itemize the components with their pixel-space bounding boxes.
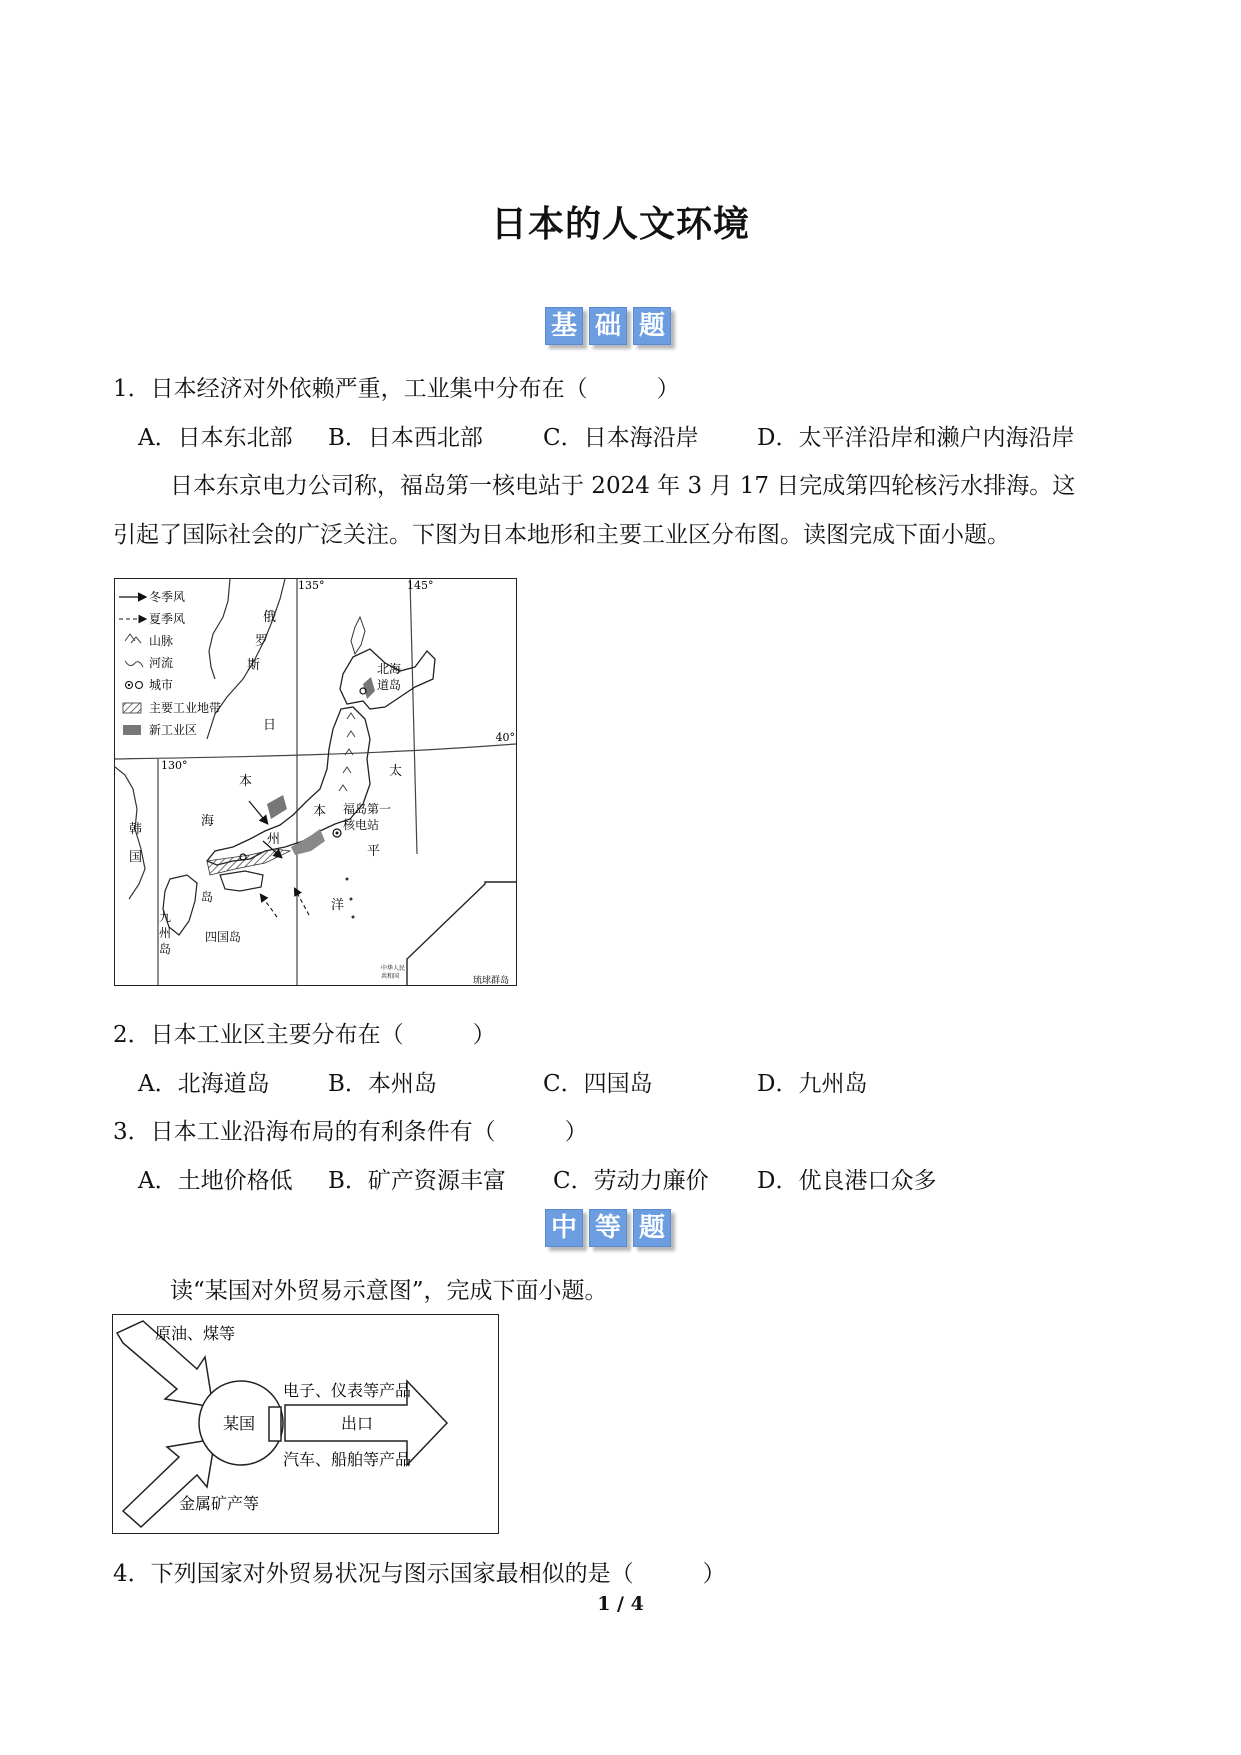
label-korea-2: 国 [129,850,143,865]
legend-mountain: 山脉 [149,634,174,648]
label-russia-3: 斯 [247,658,261,673]
passage-1-line-1: 日本东京电力公司称，福岛第一核电站于 2024 年 3 月 17 日完成第四轮核污水排海。这 [170,473,1076,499]
legend-summer-wind: 夏季风 [149,612,186,626]
question-1-option-c: C．日本海沿岸 [543,425,699,451]
section-basic-char: 基 [545,307,583,345]
question-2-option-a: A．北海道岛 [138,1071,270,1097]
label-pacific-2: 平 [367,844,381,859]
label-inset-small-2: 共和国 [381,973,400,980]
label-kyushu-3: 岛 [159,942,172,956]
legend-city: 城市 [149,678,174,692]
trade-diagram [112,1314,499,1534]
map-legend [119,589,221,737]
legend-river: 河流 [149,656,174,670]
question-3-option-d: D．优良港口众多 [757,1168,937,1194]
label-shikoku: 四国岛 [205,930,242,944]
lon-135: 135° [298,579,325,592]
section-mid-char: 中 [545,1209,583,1247]
section-mid-char: 等 [589,1209,627,1247]
question-3-option-c: C．劳动力廉价 [553,1168,709,1194]
question-3-option-a: A．土地价格低 [138,1168,293,1194]
trade-country: 某国 [223,1414,256,1433]
label-russia-1: 俄 [263,610,277,625]
label-honshu-1: 本 [313,804,327,819]
lon-130: 130° [161,759,188,772]
section-mid-header [545,1209,671,1247]
japan-map-svg [115,579,516,985]
question-1-option-a: A．日本东北部 [138,425,293,451]
label-russia-2: 罗 [255,634,269,649]
question-3-stem: 3．日本工业沿海布局的有利条件有（ ） [113,1119,588,1145]
label-honshu-2: 州 [267,832,281,847]
question-3-option-b: B．矿产资源丰富 [328,1168,506,1194]
question-2-option-d: D．九州岛 [757,1071,868,1097]
label-inset: 琉球群岛 [473,976,510,985]
japan-map [114,578,517,986]
lon-145: 145° [407,579,434,592]
section-mid-char: 题 [633,1209,671,1247]
label-fukushima-1: 福岛第一 [343,802,392,816]
page-number: 1 / 4 [597,1593,644,1615]
legend-winter-wind: 冬季风 [149,590,186,604]
label-hokkaido-2: 道岛 [377,678,402,692]
label-inset-small-1: 中华人民 [381,965,406,972]
trade-import-top: 原油、煤等 [155,1324,236,1343]
trade-diagram-svg [113,1315,498,1533]
label-pacific-1: 太 [389,764,403,779]
label-hokkaido-1: 北海 [377,662,402,676]
label-pacific-3: 洋 [331,898,345,913]
legend-industrial-belt: 主要工业地带 [149,701,222,715]
question-1-stem: 1．日本经济对外依赖严重，工业集中分布在（ ） [113,376,680,402]
legend-new-industrial-area: 新工业区 [149,723,198,737]
question-1-option-b: B．日本西北部 [328,425,483,451]
label-sea-japan-1: 日 [263,718,277,733]
page-title: 日本的人文环境 [490,204,750,245]
question-2-option-b: B．本州岛 [328,1071,437,1097]
label-sea-japan-2: 本 [239,774,253,789]
trade-export-bottom: 汽车、船舶等产品 [283,1450,412,1469]
question-1-option-d: D．太平洋沿岸和濑户内海沿岸 [757,425,1075,451]
trade-export-top: 电子、仪表等产品 [283,1381,412,1400]
label-island: 岛 [201,890,214,904]
label-sea-japan-3: 海 [201,814,215,829]
trade-export: 出口 [340,1414,374,1433]
section-basic-char: 础 [589,307,627,345]
passage-1-line-2: 引起了国际社会的广泛关注。下图为日本地形和主要工业区分布图。读图完成下面小题。 [113,522,1010,548]
label-kyushu-1: 九 [159,910,172,924]
lat-40: 40° [495,731,515,744]
label-korea-1: 韩 [129,822,143,837]
label-kyushu-2: 州 [159,926,172,940]
label-fukushima-2: 核电站 [343,818,380,832]
trade-import-bottom: 金属矿产等 [179,1494,260,1513]
question-2-stem: 2．日本工业区主要分布在（ ） [113,1022,496,1048]
section-basic-header [545,307,671,345]
question-4-stem: 4．下列国家对外贸易状况与图示国家最相似的是（ ） [113,1561,726,1587]
section-basic-char: 题 [633,307,671,345]
passage-2: 读“某国对外贸易示意图”，完成下面小题。 [170,1278,608,1304]
question-2-option-c: C．四国岛 [543,1071,653,1097]
